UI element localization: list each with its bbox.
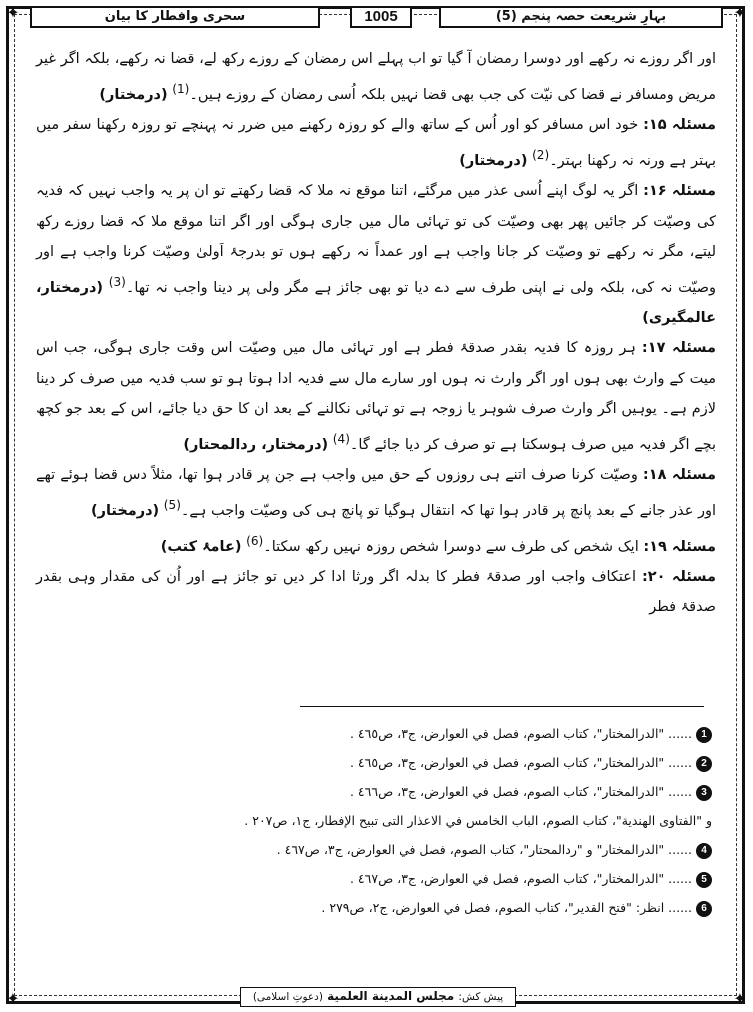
source-ref: (درمختار، عالمگیری) <box>36 279 716 327</box>
source-ref: (درمختار) <box>459 153 528 170</box>
footnote-separator <box>300 706 704 707</box>
footnote <box>40 748 712 777</box>
paragraph <box>36 460 716 526</box>
paragraph-text: اعتکاف واجب اور صدقۂ فطر کا بدلہ اگر ورثا ادا کر دیں تو جائز ہے اور اُن کی مقدار وہی بقدر صدقۂ فطر <box>36 569 716 616</box>
footnote-text: ...... "الدرالمختار"، كتاب الصوم، فصل في العوارض، ج٣، ص٤٦٦ . <box>349 784 692 799</box>
footnote-ref[interactable]: (4) <box>332 431 350 446</box>
paragraph <box>36 176 716 333</box>
paragraph <box>36 333 716 460</box>
footnote-number: 4 <box>696 843 712 859</box>
source-ref: (درمختار) <box>91 502 160 519</box>
footnotes <box>40 719 712 922</box>
chapter-title: سحری وافطار کا بیان <box>30 6 320 28</box>
footnote <box>40 719 712 748</box>
footnote-text: ...... "الدرالمختار" و "ردالمحتار"، كتاب الصوم، فصل في العوارض، ج٣، ص٤٦٧ . <box>276 842 692 857</box>
main-text <box>36 44 716 623</box>
footnote-text: ...... انظر: "فتح القدير"، كتاب الصوم، فصل في العوارض، ج٢، ص٢٧٩ . <box>321 900 692 915</box>
paragraph-text: وصیّت کرنا صرف اتنے ہی روزوں کے حق میں واجب ہے جن پر قادر ہوا تھا، مثلاً دس قضا ہوئے تھے اور عذر جانے کے بعد پانچ پر قادر ہوا تھا کہ انتقال ہوگیا تو پانچ ہی کی وصیّت واجب ہے۔ <box>36 466 716 519</box>
footnote <box>40 893 712 922</box>
paragraph-text: خود اس مسافر کو اور اُس کے ساتھ والے کو روزہ رکھنے میں ضرر نہ پہنچے تو روزہ رکھنا سفر میں بہتر ہے ورنہ نہ رکھنا بہتر۔ <box>36 117 716 170</box>
source-ref: (عامۂ کتب) <box>160 539 242 556</box>
footnote-ref[interactable]: (3) <box>108 275 126 290</box>
paragraph-text: اگر یہ لوگ اپنے اُسی عذر میں مرگئے، اتنا موقع نہ ملا کہ قضا رکھتے تو ان پر یہ واجب نہیں کہ فدیہ کی وصیّت کر جائیں پھر بھی وصیّت کی تو تہائی مال میں جاری ہوگی اور اگر اتنا موقع ملا کہ قضا روزے رکھ لیتے، مگر نہ رکھے تو وصیّت کر جانا واجب ہے اور عمداً نہ رکھے ہوں تو بدرجۂ اَولیٰ وصیّت کرنا واجب ہے اور وصیّت نہ کی، بلکہ ولی نے اپنی طرف سے دے دیا تو بھی جائز ہے مگر ولی پر دینا واجب نہ تھا۔ <box>36 183 716 296</box>
footnote-ref[interactable]: (2) <box>532 148 550 163</box>
masala-label: مسئلہ ۱۵: <box>643 117 716 134</box>
footnote-text: ...... "الدرالمختار"، كتاب الصوم، فصل في العوارض، ج٣، ص٤٦٧ . <box>349 871 692 886</box>
masala-label: مسئلہ ۱۹: <box>643 539 716 556</box>
footnote-text: ...... "الدرالمختار"، كتاب الصوم، فصل في العوارض، ج٣، ص٤٦٥ . <box>349 726 692 741</box>
source-ref: (درمختار) <box>99 87 168 104</box>
masala-label: مسئلہ ۱۸: <box>642 466 716 483</box>
masala-label: مسئلہ ۲۰: <box>641 569 716 586</box>
footnote <box>40 777 712 806</box>
paragraph <box>36 110 716 176</box>
paragraph <box>36 44 716 110</box>
footnote-number: 1 <box>696 727 712 743</box>
footnote-number: 5 <box>696 872 712 888</box>
paragraph-text: اور اگر روزے نہ رکھے اور دوسرا رمضان آ گیا تو اب پہلے اس رمضان کے روزے رکھ لے، قضا نہ رکھے، بلکہ اگر غیر مریض ومسافر نے قضا کی نیّت کی جب بھی قضا نہیں بلکہ اُسی رمضان کے روزے ہیں۔ <box>36 51 716 104</box>
paragraph-text: ایک شخص کی طرف سے دوسرا شخص روزہ نہیں رکھ سکتا۔ <box>263 539 639 556</box>
page-header <box>30 4 723 30</box>
paragraph <box>36 562 716 622</box>
corner-ornament-icon: ✦ <box>6 3 20 22</box>
corner-ornament-icon: ✦ <box>733 3 747 22</box>
page-number: 1005 <box>350 6 412 28</box>
paragraph-text: ہر روزہ کا فدیہ بقدر صدقۂ فطر ہے اور تہائی مال میں وصیّت اس وقت جاری ہوگی، جب اس میت کے وارث بھی ہوں اور اگر وارث نہ ہوں اور سارے مال سے فدیہ ادا ہوتا ہو تو سب فدیہ میں صرف کر دینا لازم ہے۔ یوہیں اگر وارث صرف شوہر یا زوجہ ہے تو تہائی نکالنے کے بعد ان کا حق دیا جائے، اس کے بعد جو کچھ بچے اگر فدیہ میں صرف ہوسکتا ہے تو صرف کر دیا جائے گا۔ <box>36 340 716 453</box>
footnote-continuation <box>40 806 712 835</box>
footnote-number: 6 <box>696 901 712 917</box>
masala-label: مسئلہ ۱۷: <box>641 340 717 357</box>
footnote <box>40 864 712 893</box>
corner-ornament-icon: ✦ <box>733 989 747 1008</box>
book-title: بہارِ شریعت حصہ پنجم (5) <box>439 6 723 28</box>
footnote-ref[interactable]: (1) <box>172 82 190 97</box>
source-ref: (درمختار، ردالمحتار) <box>183 436 329 453</box>
paragraph <box>36 526 716 562</box>
page-footer <box>240 987 516 1007</box>
publisher-name: مجلس المدينة العلمية <box>327 989 455 1003</box>
footnote-number: 2 <box>696 756 712 772</box>
organization-name: (دعوتِ اسلامی) <box>252 991 323 1003</box>
corner-ornament-icon: ✦ <box>6 989 20 1008</box>
footnote-ref[interactable]: (5) <box>163 498 181 513</box>
footnote-text: ...... "الدرالمختار"، كتاب الصوم، فصل في العوارض، ج٣، ص٤٦٥ . <box>349 755 692 770</box>
footnote-number: 3 <box>696 785 712 801</box>
footnote <box>40 835 712 864</box>
presenter-label: پیش کش: <box>458 991 504 1003</box>
masala-label: مسئلہ ۱۶: <box>643 183 716 200</box>
footnote-ref[interactable]: (6) <box>246 534 264 549</box>
footnote-text: و "الفتاوى الهندية"، كتاب الصوم، الباب الخامس في الاعذار التى تبيح الإفطار، ج١، ص٢٠٧ . <box>244 813 712 828</box>
